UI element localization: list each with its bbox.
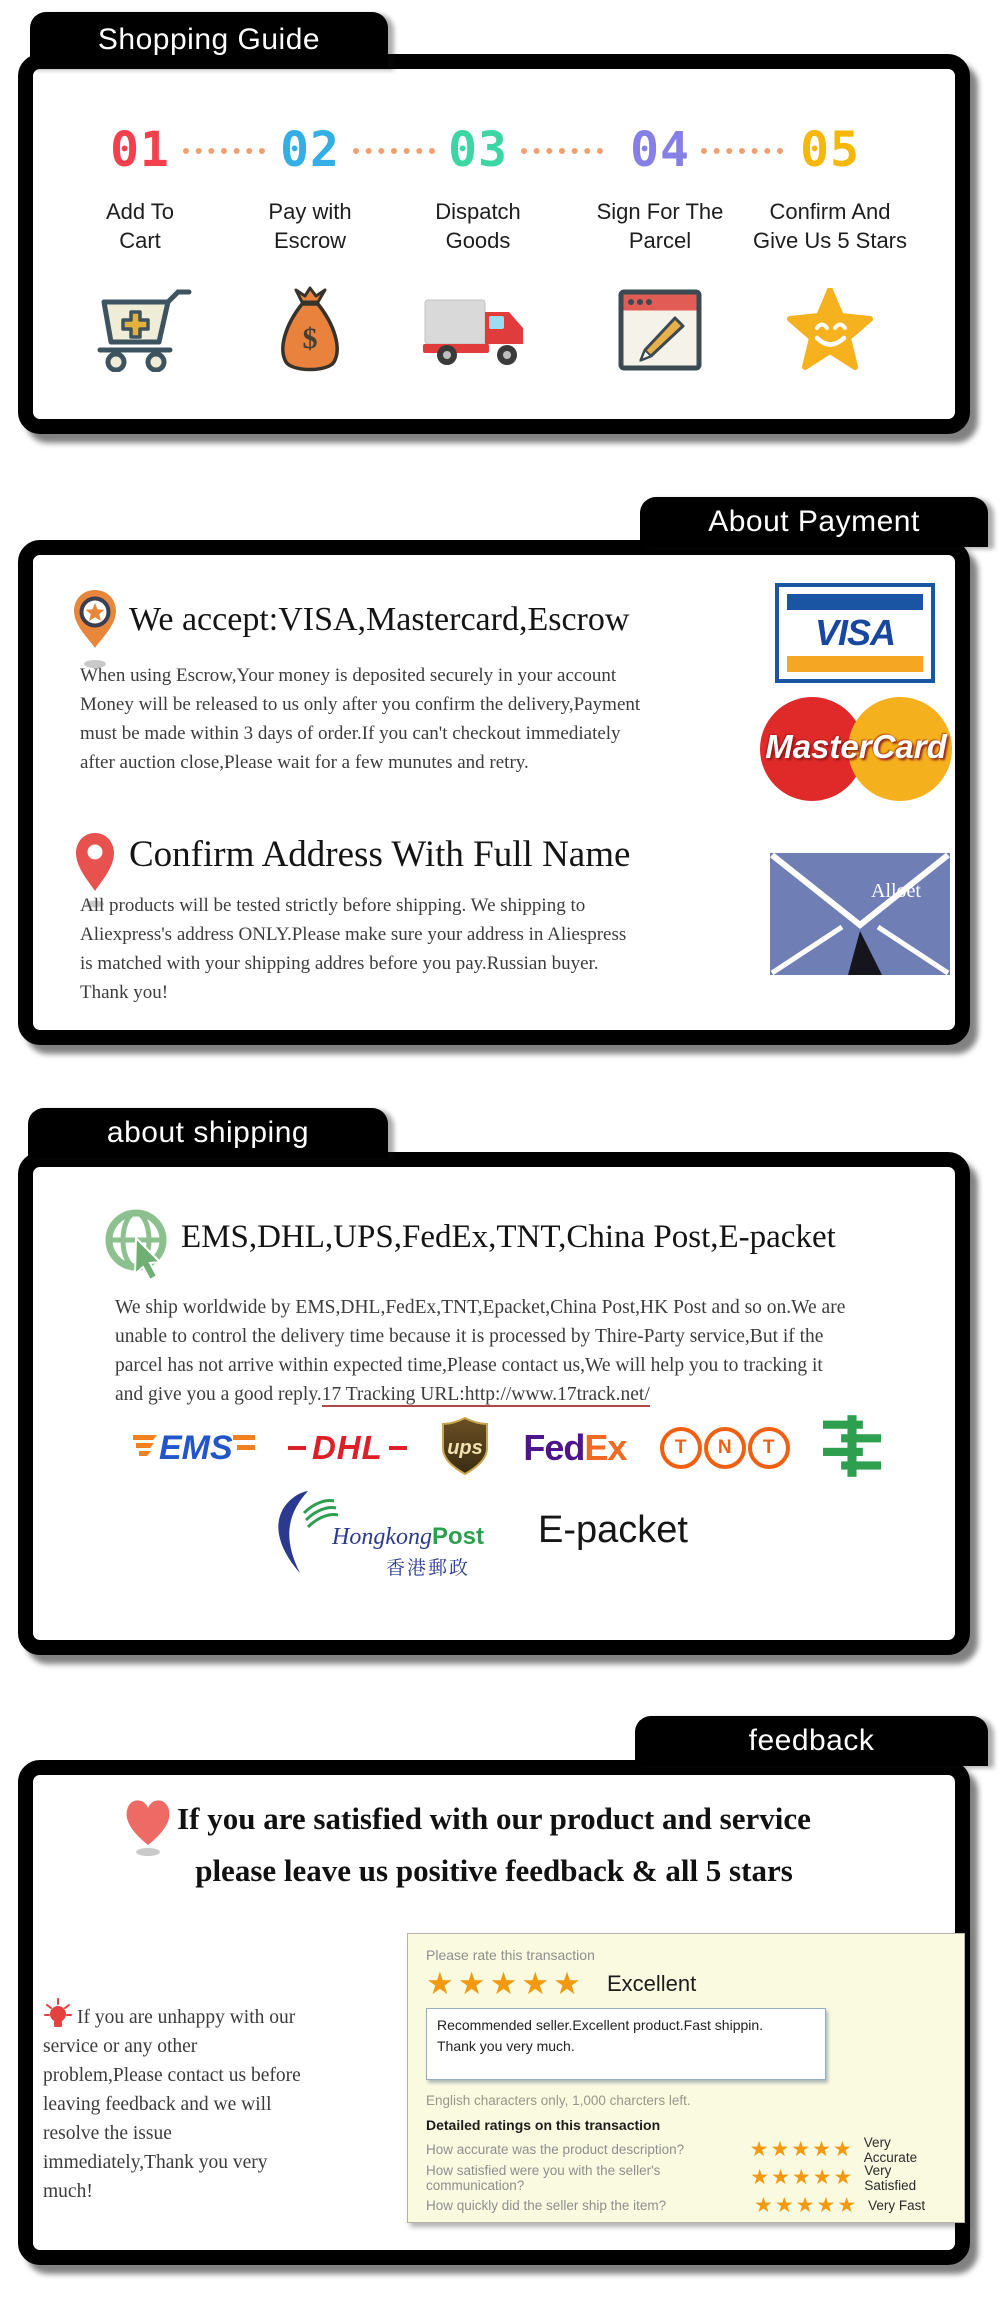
hongkong-text: Hongkong bbox=[332, 1524, 432, 1550]
mastercard-logo bbox=[760, 690, 952, 808]
rating-row-label: Very Fast bbox=[868, 2198, 926, 2213]
paragraph-line: Thank you! bbox=[80, 982, 169, 1003]
step-label bbox=[597, 197, 724, 255]
step-number: 05 bbox=[800, 122, 860, 178]
smiley-star-icon bbox=[786, 285, 874, 375]
rating-row-stars[interactable]: ★★★★★ bbox=[750, 2166, 855, 2189]
comment-line2: Thank you very much. bbox=[437, 2038, 575, 2054]
dotted-connector bbox=[701, 148, 783, 154]
globe-cursor-icon bbox=[104, 1208, 174, 1288]
dhl-wordmark: DHL bbox=[311, 1429, 383, 1466]
step-label-line2: Goods bbox=[445, 228, 511, 253]
carrier-logo-row bbox=[133, 1415, 881, 1481]
step-label bbox=[753, 197, 907, 255]
step-label-line1: Dispatch bbox=[435, 199, 521, 224]
feedback-form-panel bbox=[407, 1933, 965, 2223]
china-post-logo bbox=[823, 1415, 881, 1482]
paragraph-line: When using Escrow,Your money is deposited securely in your account bbox=[80, 665, 617, 686]
about-shipping-tab bbox=[28, 1108, 388, 1158]
about-shipping-card bbox=[18, 1152, 970, 1655]
post-text: Post bbox=[431, 1523, 484, 1550]
step-label-line1: Pay with bbox=[268, 199, 352, 224]
step-number: 03 bbox=[448, 122, 508, 178]
rating-row-stars[interactable]: ★★★★★ bbox=[754, 2194, 859, 2217]
step-number: 01 bbox=[110, 122, 170, 178]
address-paragraph bbox=[80, 891, 626, 1007]
tnt-letter: T bbox=[748, 1427, 790, 1469]
step-sign-for-parcel bbox=[580, 122, 740, 375]
step-label-line2: Give Us 5 Stars bbox=[752, 228, 908, 253]
pin-star-icon bbox=[70, 588, 120, 672]
rating-word: Excellent bbox=[606, 1971, 697, 1996]
visa-gold-bar bbox=[787, 656, 923, 672]
feedback-heading-line2: please leave us positive feedback & all 5 stars bbox=[195, 1853, 793, 1888]
about-payment-tab bbox=[640, 497, 988, 547]
dotted-connector bbox=[521, 148, 603, 154]
rating-row-label: Very Accurate bbox=[863, 2134, 918, 2165]
step-dispatch-goods bbox=[398, 122, 558, 375]
hongkong-post-logo bbox=[268, 1487, 484, 1582]
ems-wordmark: EMS bbox=[159, 1428, 233, 1467]
overall-rating bbox=[426, 1967, 946, 2001]
detailed-ratings-label: Detailed ratings on this transaction bbox=[426, 2117, 661, 2133]
rating-question: How satisfied were you with the seller's communication? bbox=[426, 2162, 661, 2193]
sign-document-icon bbox=[617, 285, 703, 375]
rate-transaction-label: Please rate this transaction bbox=[426, 1947, 595, 1963]
paragraph-line: All products will be tested strictly before shipping. We shipping to bbox=[80, 895, 586, 916]
step-confirm-5-stars bbox=[750, 122, 910, 375]
feedback-tab bbox=[635, 1716, 988, 1766]
dhl-logo bbox=[288, 1429, 407, 1467]
feedback-heading-line1: If you are satisfied with our product and service bbox=[177, 1801, 811, 1836]
step-label-line1: Add To bbox=[105, 199, 175, 224]
rating-row-stars[interactable]: ★★★★★ bbox=[749, 2138, 854, 2161]
rating-question: How quickly did the seller ship the item? bbox=[426, 2198, 667, 2213]
paragraph-line: after auction close,Please wait for a few munutes and retry. bbox=[80, 752, 529, 773]
shipping-heading: EMS,DHL,UPS,FedEx,TNT,China Post,E-packet bbox=[181, 1219, 836, 1255]
step-number: 04 bbox=[630, 122, 690, 178]
envelope-icon bbox=[770, 853, 950, 975]
step-add-to-cart bbox=[60, 122, 220, 375]
tnt-logo bbox=[660, 1427, 790, 1469]
fedex-ex: Ex bbox=[584, 1427, 627, 1468]
dollar-sign: $ bbox=[302, 322, 318, 355]
step-label bbox=[268, 197, 351, 255]
rating-row-accuracy bbox=[426, 2134, 946, 2165]
step-label-line2: Cart bbox=[119, 228, 161, 253]
paragraph-line: must be made within 3 days of order.If you can't checkout immediately bbox=[80, 723, 621, 744]
dotted-connector bbox=[183, 148, 265, 154]
feedback-tab-label: feedback bbox=[748, 1724, 875, 1757]
about-payment-card bbox=[18, 540, 970, 1045]
hongkong-post-wordmark bbox=[332, 1523, 484, 1551]
rating-row-shipping-speed bbox=[426, 2194, 946, 2217]
tnt-letter: T bbox=[660, 1427, 702, 1469]
visa-wordmark: VISA bbox=[814, 612, 896, 653]
address-heading: Confirm Address With Full Name bbox=[129, 834, 631, 875]
dotted-connector bbox=[353, 148, 435, 154]
visa-blue-bar bbox=[787, 594, 923, 610]
feedback-comment-box[interactable] bbox=[426, 2008, 826, 2080]
epacket-label: E-packet bbox=[538, 1509, 688, 1551]
paragraph-line bbox=[115, 1380, 845, 1409]
visa-logo bbox=[775, 583, 935, 683]
cart-icon bbox=[86, 285, 194, 375]
paragraph-line: is matched with your shipping addres before you pay.Russian buyer. bbox=[80, 953, 599, 974]
ups-logo bbox=[440, 1416, 490, 1481]
ems-logo bbox=[133, 1429, 255, 1468]
paragraph-line-prefix: and give you a good reply. bbox=[115, 1384, 322, 1405]
step-label bbox=[435, 197, 521, 255]
truck-icon bbox=[419, 285, 537, 375]
rating-question: How accurate was the product description? bbox=[426, 2142, 685, 2157]
step-label-line1: Confirm And bbox=[769, 199, 891, 224]
paragraph-line: Money will be released to us only after you confirm the delivery,Payment bbox=[80, 694, 641, 715]
payment-heading: We accept:VISA,Mastercard,Escrow bbox=[129, 601, 630, 638]
shipping-paragraph bbox=[115, 1293, 845, 1409]
shopping-guide-tab-label: Shopping Guide bbox=[97, 23, 321, 56]
mastercard-wordmark: MasterCard bbox=[765, 728, 947, 765]
paragraph-line: We ship worldwide by EMS,DHL,FedEx,TNT,Epacket,China Post,HK Post and so on.We are bbox=[115, 1297, 846, 1318]
characters-left-note: English characters only, 1,000 charcters left. bbox=[426, 2093, 691, 2108]
feedback-left-text: If you are unhappy with our service or any other problem,Please contact us before leaving feedback and we will resolve the issue immediately,Thank you very much! bbox=[43, 2007, 301, 2202]
shopping-guide-tab bbox=[30, 12, 388, 68]
envelope-label: Alloet bbox=[871, 880, 921, 902]
escrow-paragraph bbox=[80, 661, 640, 777]
about-shipping-tab-label: about shipping bbox=[106, 1116, 310, 1149]
step-number: 02 bbox=[280, 122, 340, 178]
step-label bbox=[106, 197, 174, 255]
paragraph-line: unable to control the delivery time because it is processed by Thire-Party service,But if the bbox=[115, 1326, 824, 1347]
paragraph-line: Aliexpress's address ONLY.Please make sure your address in Aliespress bbox=[80, 924, 627, 945]
step-pay-with-escrow bbox=[230, 122, 390, 375]
hongkong-post-cjk: 香港郵政 bbox=[386, 1558, 471, 1579]
rating-row-communication bbox=[426, 2162, 946, 2193]
fedex-logo bbox=[523, 1427, 626, 1469]
bulb-icon bbox=[43, 1997, 73, 2029]
rating-stars[interactable]: ★★★★★ bbox=[426, 1966, 585, 2001]
tracking-url-link[interactable]: 17 Tracking URL:http://www.17track.net/ bbox=[321, 1384, 650, 1405]
step-label-line2: Escrow bbox=[273, 228, 347, 253]
money-bag-icon bbox=[272, 285, 348, 375]
feedback-left-note bbox=[43, 1997, 321, 2206]
feedback-card bbox=[18, 1760, 970, 2265]
comment-line1: Recommended seller.Excellent product.Fast shippin. bbox=[437, 2017, 764, 2033]
shopping-guide-card bbox=[18, 54, 970, 434]
ups-wordmark: ups bbox=[447, 1436, 483, 1459]
fedex-fed: Fed bbox=[523, 1427, 585, 1468]
tnt-letter: N bbox=[704, 1427, 746, 1469]
step-label-line2: Parcel bbox=[628, 228, 692, 253]
rating-row-label: Very Satisfied bbox=[864, 2162, 917, 2193]
paragraph-line: parcel has not arrive within expected time,Please contact us,We will help you to tracking it bbox=[115, 1355, 823, 1376]
about-payment-tab-label: About Payment bbox=[708, 505, 920, 538]
step-label-line1: Sign For The bbox=[596, 199, 724, 224]
